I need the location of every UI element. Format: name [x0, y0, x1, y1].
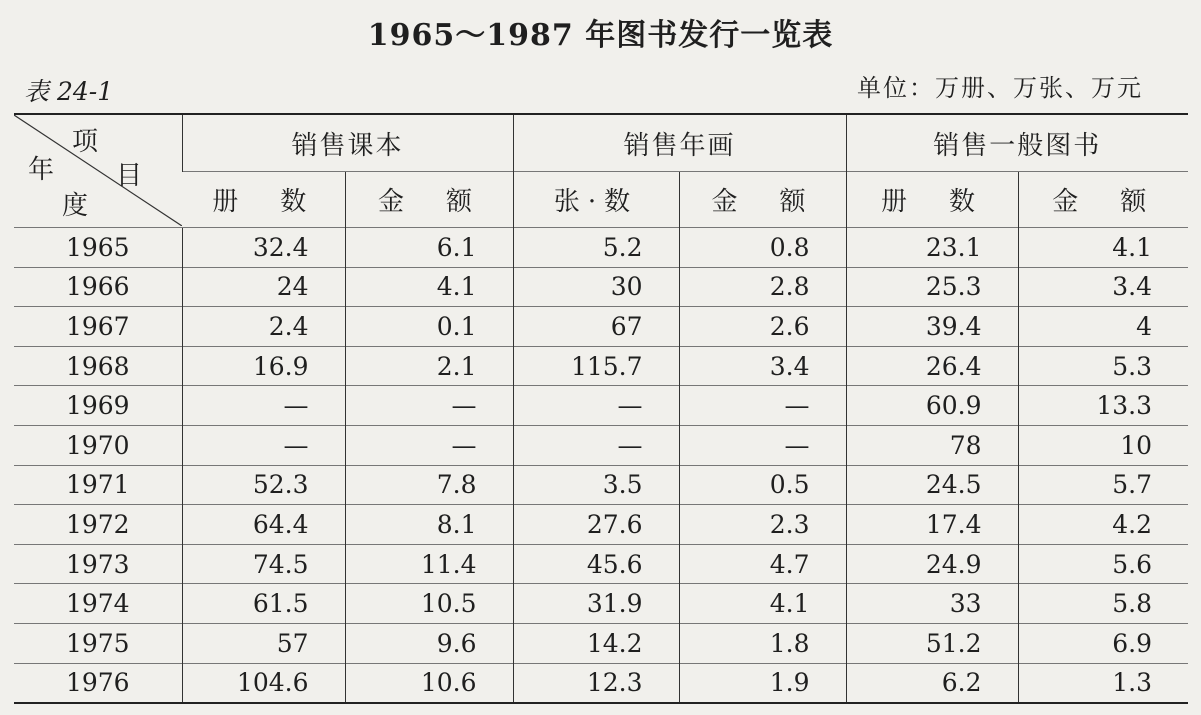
value-cell: 1.8	[679, 623, 846, 663]
value-cell: 115.7	[513, 346, 679, 386]
sub-header-picture-amount: 金 额	[679, 172, 846, 228]
corner-label-nian: 年	[28, 155, 57, 185]
year-cell: 1970	[14, 425, 182, 465]
unit-label: 单位：万册、万张、万元	[857, 74, 1143, 102]
page-title: 1965～1987 年图书发行一览表	[367, 18, 834, 53]
table-row	[14, 465, 1188, 505]
value-cell: 60.9	[846, 386, 1018, 426]
value-cell: 10	[1018, 425, 1188, 465]
value-cell: 6.2	[846, 663, 1018, 703]
value-cell: 67	[513, 307, 679, 347]
corner-header	[14, 114, 182, 228]
value-cell: 6.9	[1018, 623, 1188, 663]
value-cell: 24.9	[846, 544, 1018, 584]
value-cell: —	[345, 386, 513, 426]
year-cell: 1971	[14, 465, 182, 505]
value-cell: 4.1	[679, 584, 846, 624]
book-distribution-table	[14, 113, 1188, 704]
value-cell: 32.4	[182, 228, 345, 268]
value-cell: 45.6	[513, 544, 679, 584]
value-cell: 39.4	[846, 307, 1018, 347]
value-cell: 74.5	[182, 544, 345, 584]
value-cell: 0.1	[345, 307, 513, 347]
sub-header-general-amount: 金 额	[1018, 172, 1188, 228]
value-cell: 10.5	[345, 584, 513, 624]
value-cell: 5.7	[1018, 465, 1188, 505]
value-cell: 26.4	[846, 346, 1018, 386]
value-cell: 1.3	[1018, 663, 1188, 703]
value-cell: 5.8	[1018, 584, 1188, 624]
value-cell: 12.3	[513, 663, 679, 703]
year-cell: 1974	[14, 584, 182, 624]
value-cell: 33	[846, 584, 1018, 624]
year-cell: 1968	[14, 346, 182, 386]
value-cell: 3.5	[513, 465, 679, 505]
year-cell: 1975	[14, 623, 182, 663]
value-cell: 61.5	[182, 584, 345, 624]
year-cell: 1969	[14, 386, 182, 426]
value-cell: 4	[1018, 307, 1188, 347]
value-cell: 9.6	[345, 623, 513, 663]
value-cell: 0.8	[679, 228, 846, 268]
value-cell: 7.8	[345, 465, 513, 505]
value-cell: 11.4	[345, 544, 513, 584]
table-row	[14, 346, 1188, 386]
value-cell: 10.6	[345, 663, 513, 703]
value-cell: —	[182, 425, 345, 465]
group-header-new-year-pictures: 销售年画	[513, 114, 846, 172]
value-cell: 52.3	[182, 465, 345, 505]
value-cell: 4.7	[679, 544, 846, 584]
value-cell: 2.4	[182, 307, 345, 347]
value-cell: 23.1	[846, 228, 1018, 268]
group-header-row	[14, 114, 1188, 172]
corner-label-du: 度	[62, 191, 91, 221]
corner-label-xiang: 项	[72, 127, 101, 157]
year-cell: 1967	[14, 307, 182, 347]
value-cell: —	[513, 425, 679, 465]
value-cell: 14.2	[513, 623, 679, 663]
table-row	[14, 623, 1188, 663]
table-label: 表 24-1	[24, 77, 114, 106]
value-cell: 2.3	[679, 505, 846, 545]
table-row	[14, 544, 1188, 584]
value-cell: 2.6	[679, 307, 846, 347]
value-cell: —	[679, 425, 846, 465]
sub-header-textbook-volumes: 册 数	[182, 172, 345, 228]
table-row	[14, 267, 1188, 307]
year-cell: 1976	[14, 663, 182, 703]
value-cell: —	[345, 425, 513, 465]
table-row	[14, 425, 1188, 465]
value-cell: 64.4	[182, 505, 345, 545]
table-row	[14, 584, 1188, 624]
sub-header-picture-sheets: 张·数	[513, 172, 679, 228]
group-header-general-books: 销售一般图书	[846, 114, 1188, 172]
value-cell: 25.3	[846, 267, 1018, 307]
value-cell: —	[513, 386, 679, 426]
table-row	[14, 386, 1188, 426]
value-cell: 57	[182, 623, 345, 663]
value-cell: 78	[846, 425, 1018, 465]
value-cell: 2.1	[345, 346, 513, 386]
sub-header-general-volumes: 册 数	[846, 172, 1018, 228]
value-cell: 4.2	[1018, 505, 1188, 545]
sub-header-textbook-amount: 金 额	[345, 172, 513, 228]
value-cell: —	[679, 386, 846, 426]
value-cell: 24.5	[846, 465, 1018, 505]
value-cell: 8.1	[345, 505, 513, 545]
value-cell: 5.2	[513, 228, 679, 268]
table-row	[14, 663, 1188, 703]
value-cell: 16.9	[182, 346, 345, 386]
corner-label-mu: 目	[116, 161, 145, 191]
year-cell: 1973	[14, 544, 182, 584]
value-cell: 0.5	[679, 465, 846, 505]
value-cell: 3.4	[1018, 267, 1188, 307]
year-cell: 1965	[14, 228, 182, 268]
value-cell: 27.6	[513, 505, 679, 545]
value-cell: 6.1	[345, 228, 513, 268]
value-cell: 5.3	[1018, 346, 1188, 386]
value-cell: 5.6	[1018, 544, 1188, 584]
value-cell: 1.9	[679, 663, 846, 703]
table-row	[14, 307, 1188, 347]
table-row	[14, 505, 1188, 545]
value-cell: —	[182, 386, 345, 426]
value-cell: 104.6	[182, 663, 345, 703]
value-cell: 4.1	[1018, 228, 1188, 268]
value-cell: 2.8	[679, 267, 846, 307]
sub-header-row	[14, 172, 1188, 228]
table-row	[14, 228, 1188, 268]
value-cell: 4.1	[345, 267, 513, 307]
value-cell: 31.9	[513, 584, 679, 624]
value-cell: 17.4	[846, 505, 1018, 545]
group-header-textbooks: 销售课本	[182, 114, 513, 172]
year-cell: 1972	[14, 505, 182, 545]
value-cell: 3.4	[679, 346, 846, 386]
value-cell: 51.2	[846, 623, 1018, 663]
value-cell: 24	[182, 267, 345, 307]
value-cell: 30	[513, 267, 679, 307]
year-cell: 1966	[14, 267, 182, 307]
value-cell: 13.3	[1018, 386, 1188, 426]
